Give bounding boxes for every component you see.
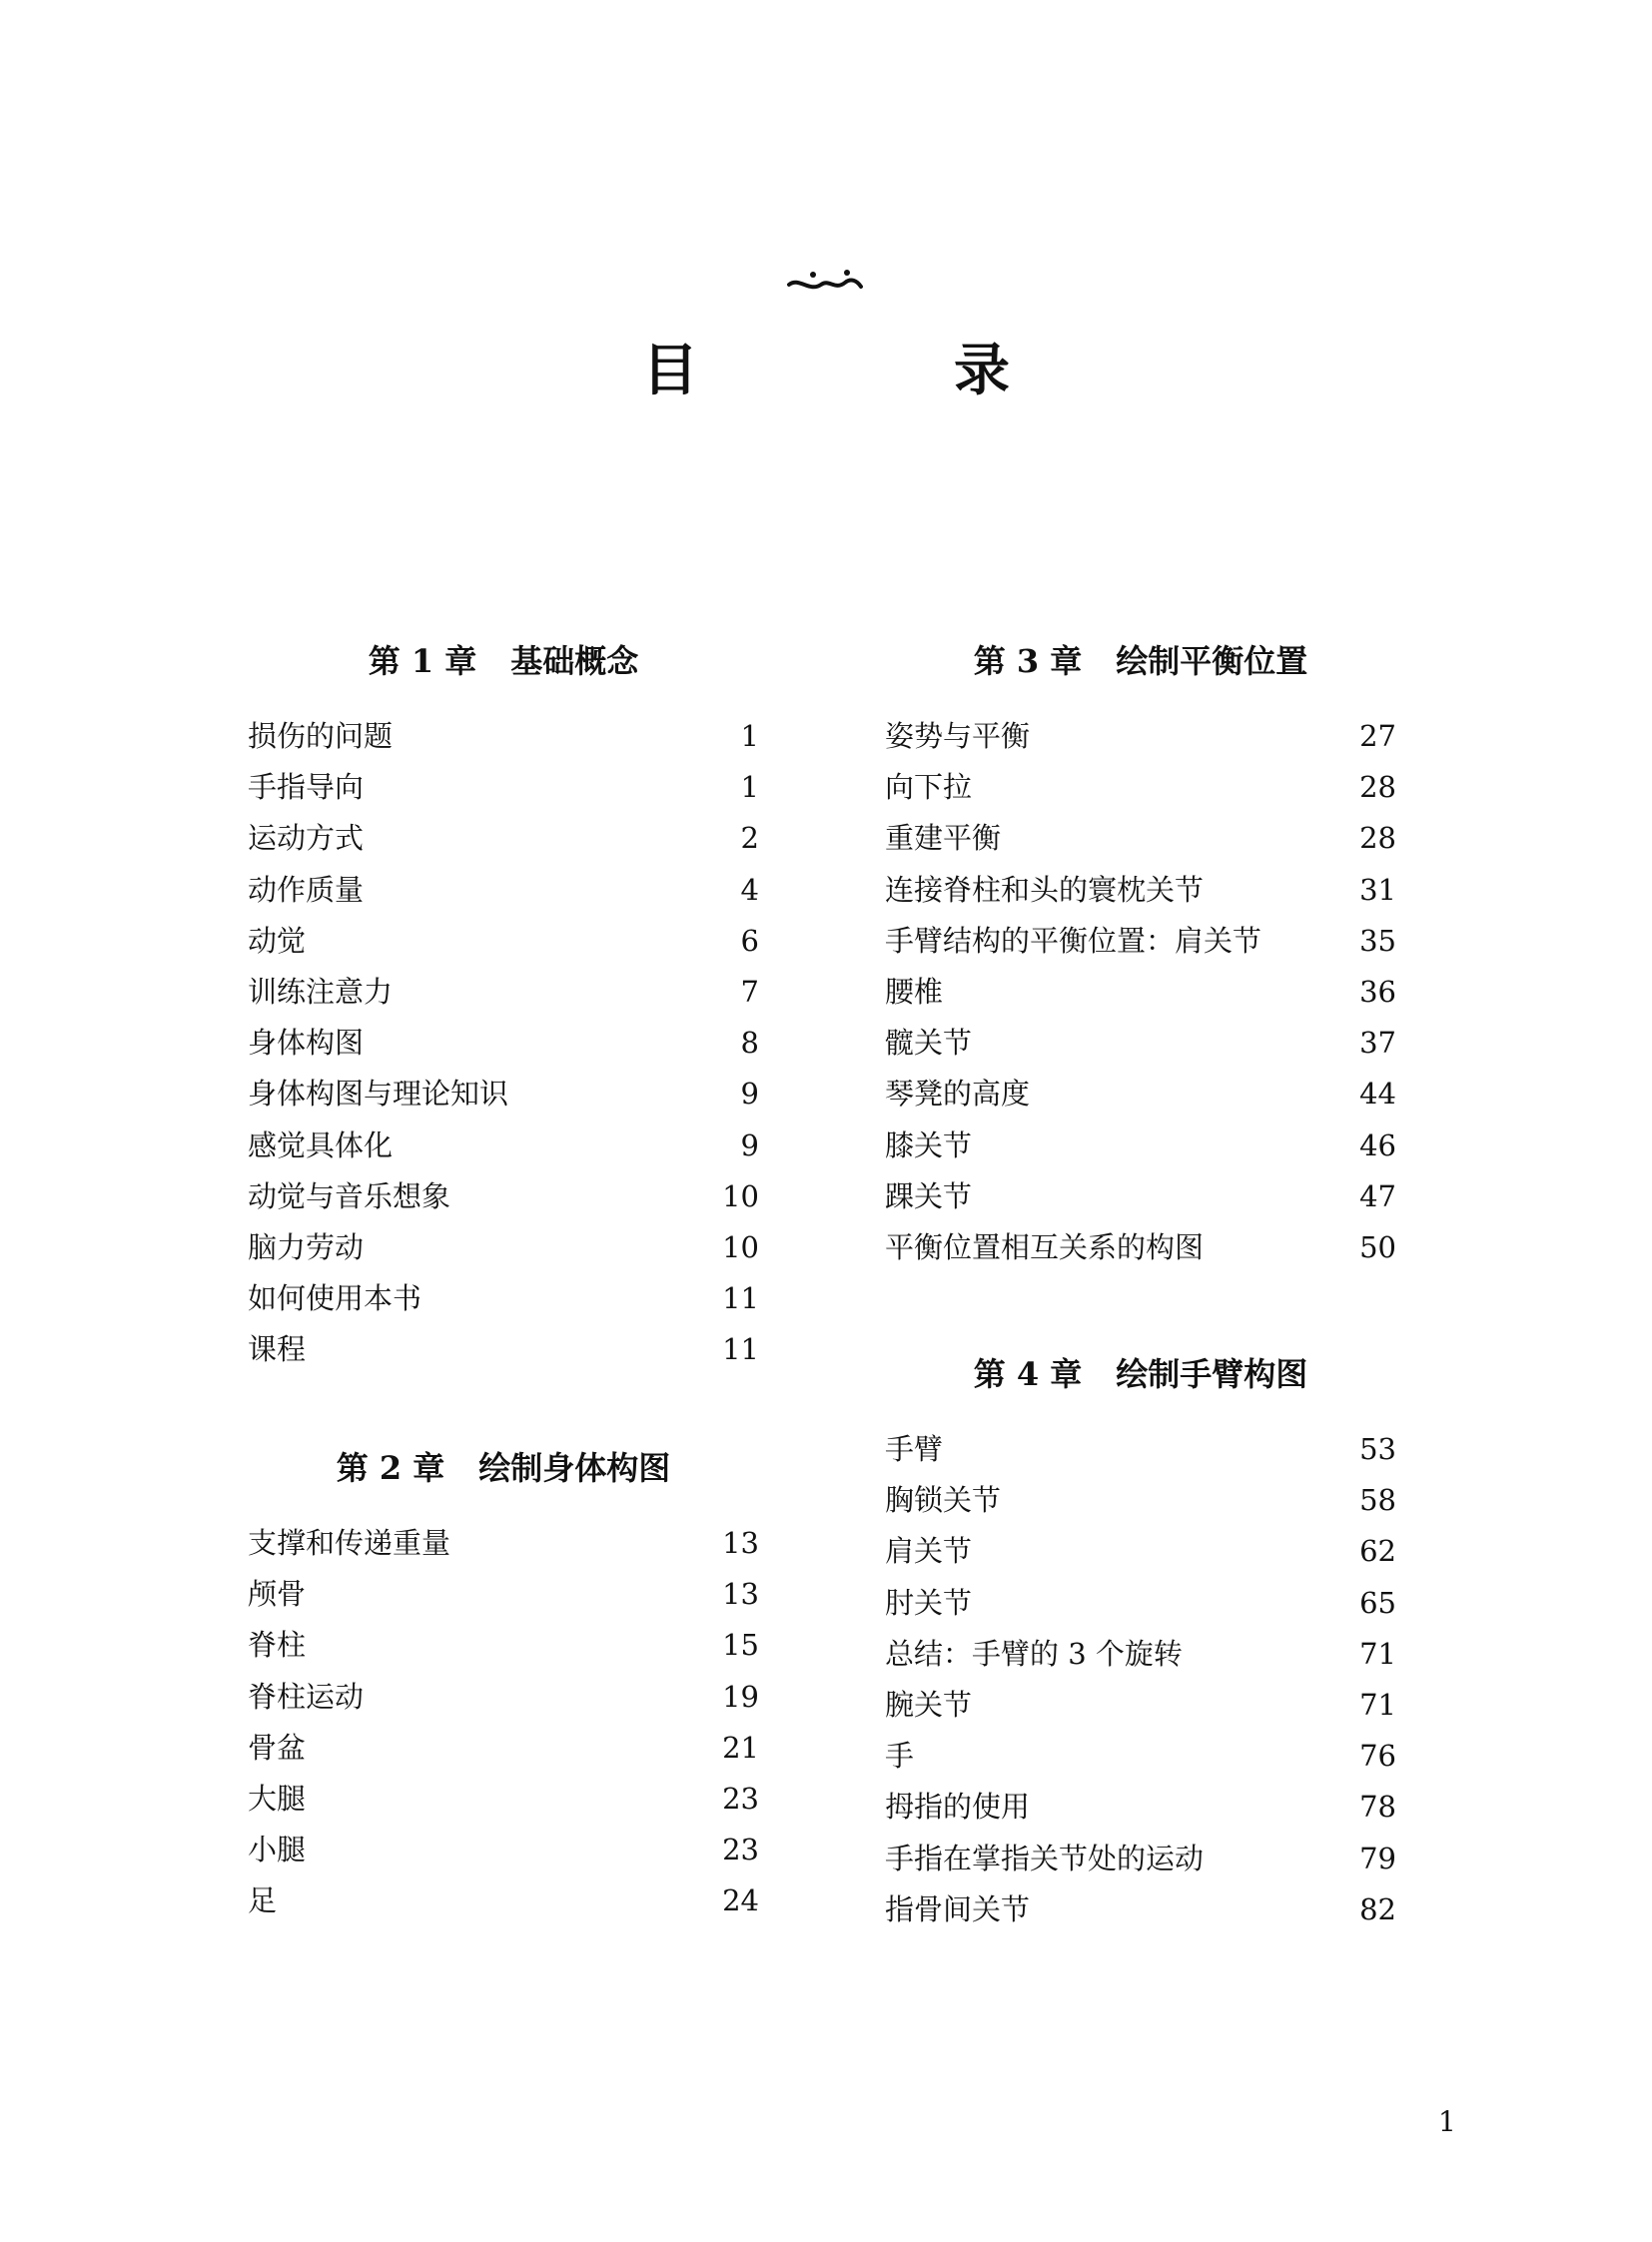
- chapter-label: 第 1 章: [368, 642, 477, 680]
- toc-entry-page: 37: [1359, 1026, 1396, 1061]
- toc-entry-title: 踝关节: [885, 1178, 973, 1213]
- toc-entry-page: 19: [722, 1679, 759, 1714]
- toc-entry-page: 65: [1359, 1585, 1396, 1620]
- toc-entry-title: 腰椎: [885, 974, 944, 1009]
- toc-entry: [885, 1884, 1396, 1935]
- toc-entry-page: 44: [1359, 1077, 1396, 1112]
- toc-entry-title: 大腿: [248, 1781, 307, 1816]
- toc-entry-title: 总结：手臂的 3 个旋转: [885, 1636, 1183, 1671]
- toc-entry-title: 肘关节: [885, 1585, 973, 1620]
- toc-entry-page: 28: [1359, 821, 1396, 856]
- toc-entry-page: 13: [722, 1526, 759, 1560]
- toc-entry-title: 髋关节: [885, 1026, 973, 1061]
- toc-entry-page: 71: [1359, 1636, 1396, 1671]
- toc-entry: [248, 1273, 759, 1324]
- toc-entry-title: 手臂结构的平衡位置：肩关节: [885, 923, 1262, 958]
- toc-entry: [248, 711, 759, 762]
- toc-entry: [885, 967, 1396, 1018]
- toc-entry-title: 课程: [248, 1332, 307, 1367]
- chapter-heading: [885, 639, 1396, 683]
- toc-entry-page: 47: [1359, 1178, 1396, 1213]
- toc-entry-page: 10: [722, 1229, 759, 1264]
- chapter-title: 绘制平衡位置: [1116, 642, 1308, 680]
- toc-entry-page: 35: [1359, 923, 1396, 958]
- toc-entry-page: 62: [1359, 1534, 1396, 1569]
- toc-entry-title: 骨盆: [248, 1730, 307, 1765]
- toc-entry-page: 58: [1359, 1483, 1396, 1518]
- toc-entry: [885, 1680, 1396, 1731]
- toc-entry-title: 连接脊柱和头的寰枕关节: [885, 872, 1205, 907]
- chapter-3: [885, 639, 1396, 1273]
- toc-entry-title: 拇指的使用: [885, 1790, 1031, 1825]
- toc-entry-page: 9: [740, 1127, 759, 1162]
- toc-entry: [248, 1774, 759, 1825]
- toc-entry: [248, 1569, 759, 1620]
- toc-entry-title: 手臂: [885, 1432, 944, 1466]
- chapter-2: [248, 1446, 759, 1927]
- toc-entry-title: 损伤的问题: [248, 719, 394, 753]
- chapter-4: [885, 1352, 1396, 1935]
- toc-entry-title: 手指在掌指关节处的运动: [885, 1841, 1205, 1875]
- toc-entry: [885, 916, 1396, 967]
- toc-entry: [248, 1018, 759, 1069]
- toc-entry: [885, 1018, 1396, 1069]
- toc-entry-page: 53: [1359, 1432, 1396, 1466]
- toc-entry-title: 身体构图与理论知识: [248, 1077, 509, 1112]
- toc-entry-title: 身体构图: [248, 1026, 365, 1061]
- toc-entry-page: 82: [1359, 1891, 1396, 1926]
- toc-entry-page: 8: [740, 1026, 759, 1061]
- toc-entry-page: 1: [740, 719, 759, 753]
- chapter-heading: [885, 1352, 1396, 1396]
- toc-entry-title: 动作质量: [248, 872, 365, 907]
- toc-entry-title: 支撑和传递重量: [248, 1526, 451, 1560]
- toc-entry-title: 如何使用本书: [248, 1281, 422, 1316]
- toc-entry-page: 4: [740, 872, 759, 907]
- toc-entry-title: 运动方式: [248, 821, 365, 856]
- toc-entry: [885, 1578, 1396, 1629]
- toc-entry: [248, 1171, 759, 1222]
- toc-entry: [248, 1620, 759, 1671]
- chapter-heading: [248, 1446, 759, 1490]
- chapter-label: 第 2 章: [336, 1449, 445, 1487]
- toc-entry-page: 46: [1359, 1127, 1396, 1162]
- toc-entry: [248, 865, 759, 916]
- toc-entry-title: 训练注意力: [248, 974, 394, 1009]
- toc-entry-title: 膝关节: [885, 1127, 973, 1162]
- toc-entry-page: 31: [1359, 872, 1396, 907]
- toc-entry-title: 手指导向: [248, 770, 365, 805]
- toc-entry: [885, 1475, 1396, 1526]
- toc-entry-title: 向下拉: [885, 770, 973, 805]
- toc-entry-title: 手: [885, 1739, 915, 1774]
- toc-entry-page: 10: [722, 1178, 759, 1213]
- toc-entry: [248, 916, 759, 967]
- toc-entry-title: 姿势与平衡: [885, 719, 1031, 753]
- toc-entry-page: 28: [1359, 770, 1396, 805]
- toc-entry: [885, 813, 1396, 864]
- chapter-title: 绘制手臂构图: [1116, 1355, 1308, 1393]
- toc-entry-title: 脑力劳动: [248, 1229, 365, 1264]
- toc-entry-page: 21: [722, 1730, 759, 1765]
- toc-entry-page: 71: [1359, 1687, 1396, 1722]
- toc-entry-page: 11: [722, 1332, 759, 1367]
- toc-entry-page: 76: [1359, 1739, 1396, 1774]
- toc-entry-page: 50: [1359, 1229, 1396, 1264]
- toc-entry: [885, 1629, 1396, 1680]
- toc-entry: [248, 967, 759, 1018]
- toc-entry: [248, 1723, 759, 1774]
- chapter-1-entries: [248, 711, 759, 1375]
- chapter-label: 第 4 章: [973, 1355, 1083, 1393]
- toc-entry-page: 6: [740, 923, 759, 958]
- toc-entry: [248, 1121, 759, 1171]
- toc-entry: [885, 865, 1396, 916]
- toc-entry-title: 脊柱运动: [248, 1679, 365, 1714]
- toc-entry: [885, 711, 1396, 762]
- toc-entry: [885, 1069, 1396, 1120]
- toc-entry-page: 9: [740, 1077, 759, 1112]
- toc-entry-page: 1: [740, 770, 759, 805]
- toc-entry: [885, 1526, 1396, 1577]
- toc-entry: [885, 1121, 1396, 1171]
- toc-entry-title: 小腿: [248, 1833, 307, 1868]
- toc-entry: [885, 1834, 1396, 1884]
- toc-entry-page: 24: [722, 1883, 759, 1918]
- toc-entry: [885, 1222, 1396, 1273]
- toc-entry: [885, 1171, 1396, 1222]
- chapter-3-entries: [885, 711, 1396, 1273]
- toc-entry: [248, 1875, 759, 1926]
- toc-entry-page: 36: [1359, 974, 1396, 1009]
- toc-entry-title: 颅骨: [248, 1577, 307, 1612]
- toc-entry: [248, 1825, 759, 1875]
- toc-entry-title: 动觉与音乐想象: [248, 1178, 451, 1213]
- toc-entry: [885, 1731, 1396, 1782]
- toc-entry-page: 78: [1359, 1790, 1396, 1825]
- chapter-heading: [248, 639, 759, 683]
- toc-entry-title: 平衡位置相互关系的构图: [885, 1229, 1205, 1264]
- flourish-ornament-icon: [769, 263, 889, 303]
- chapter-1: [248, 639, 759, 1375]
- toc-entry: [885, 762, 1396, 813]
- chapter-title: 绘制身体构图: [478, 1449, 671, 1487]
- toc-title: 目 录: [642, 337, 1110, 403]
- chapter-4-entries: [885, 1424, 1396, 1935]
- toc-entry-title: 动觉: [248, 923, 307, 958]
- toc-entry: [248, 762, 759, 813]
- toc-entry-page: 11: [722, 1281, 759, 1316]
- toc-entry: [248, 1518, 759, 1569]
- toc-entry-page: 2: [740, 821, 759, 856]
- toc-entry-title: 足: [248, 1883, 278, 1918]
- chapter-2-entries: [248, 1518, 759, 1927]
- toc-entry-title: 指骨间关节: [885, 1891, 1031, 1926]
- toc-entry: [885, 1782, 1396, 1833]
- toc-entry-page: 27: [1359, 719, 1396, 753]
- toc-entry-title: 重建平衡: [885, 821, 1002, 856]
- toc-entry-page: 13: [722, 1577, 759, 1612]
- toc-entry: [248, 1324, 759, 1375]
- toc-entry-title: 感觉具体化: [248, 1127, 394, 1162]
- toc-entry: [248, 1672, 759, 1723]
- toc-entry-page: 79: [1359, 1841, 1396, 1875]
- toc-entry: [248, 1222, 759, 1273]
- toc-entry-title: 肩关节: [885, 1534, 973, 1569]
- toc-entry-title: 琴凳的高度: [885, 1077, 1031, 1112]
- toc-entry-page: 7: [740, 974, 759, 1009]
- toc-entry-page: 23: [722, 1781, 759, 1816]
- toc-entry-title: 腕关节: [885, 1687, 973, 1722]
- toc-entry-page: 23: [722, 1833, 759, 1868]
- chapter-title: 基础概念: [510, 642, 639, 680]
- page-number: 1: [1438, 2105, 1456, 2138]
- toc-entry-page: 15: [722, 1628, 759, 1663]
- toc-entry-title: 脊柱: [248, 1628, 307, 1663]
- toc-entry: [248, 1069, 759, 1120]
- toc-entry: [248, 813, 759, 864]
- toc-entry: [885, 1424, 1396, 1475]
- chapter-label: 第 3 章: [973, 642, 1083, 680]
- toc-entry-title: 胸锁关节: [885, 1483, 1002, 1518]
